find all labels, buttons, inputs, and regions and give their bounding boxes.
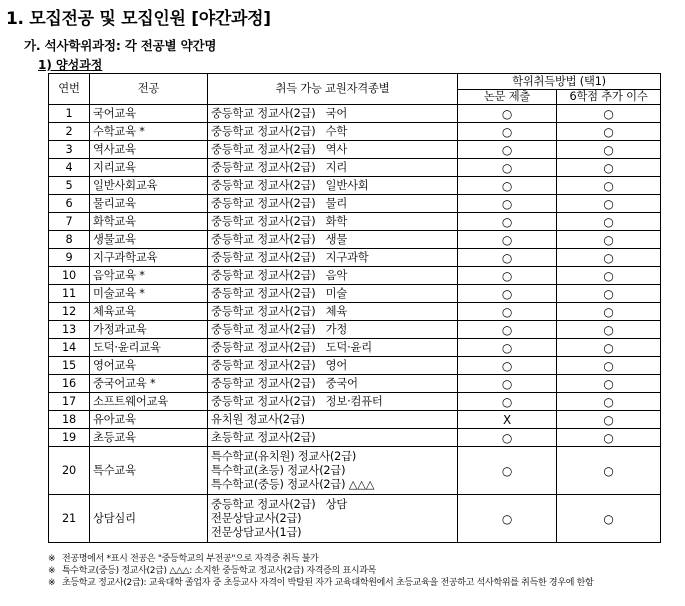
footnote-mark: ※: [48, 566, 56, 576]
section-heading: 1) 양성과정: [38, 58, 103, 72]
row-number: 6: [49, 195, 90, 213]
qualification-line: 유치원 정교사(2급): [211, 412, 305, 426]
row-number: 5: [49, 177, 90, 195]
page-title: 1. 모집전공 및 모집인원 [야간과정]: [6, 9, 271, 29]
row-thesis-mark: ○: [458, 249, 557, 267]
row-qualification: [208, 393, 458, 411]
footnote-mark: ※: [48, 578, 56, 588]
row-credits-mark: ○: [557, 177, 661, 195]
qualification-line: 중등학교 정교사(2급) 영어: [211, 358, 348, 372]
row-credits-mark: ○: [557, 195, 661, 213]
row-credits-mark: ○: [557, 249, 661, 267]
row-thesis-mark: ○: [458, 177, 557, 195]
row-credits-mark: ○: [557, 495, 661, 543]
table-row: [49, 411, 661, 429]
row-qualification: [208, 123, 458, 141]
section-subtitle: 가. 석사학위과정: 각 전공별 약간명: [24, 38, 217, 53]
table-row: [49, 195, 661, 213]
table-row: [49, 123, 661, 141]
row-thesis-mark: ○: [458, 495, 557, 543]
row-number: 21: [49, 495, 90, 543]
row-thesis-mark: ○: [458, 213, 557, 231]
qualification-line: 전문상담교사(2급): [211, 511, 302, 525]
footnote-text: 특수학교(중등) 정교사(2급) △△△: 소지한 중등학교 정교사(2급) 자격증의 표시과목: [62, 566, 377, 576]
row-qualification: [208, 321, 458, 339]
table-body: [49, 105, 661, 543]
row-major: 미술교육 *: [90, 285, 208, 303]
row-qualification: [208, 495, 458, 543]
qualification-line: 중등학교 정교사(2급) 정보·컴퓨터: [211, 394, 383, 408]
table-row: [49, 213, 661, 231]
qualification-line: 중등학교 정교사(2급) 화학: [211, 214, 348, 228]
row-qualification: [208, 429, 458, 447]
row-credits-mark: ○: [557, 159, 661, 177]
row-number: 13: [49, 321, 90, 339]
table-row: [49, 249, 661, 267]
footnote: [48, 553, 678, 565]
row-major: 영어교육: [90, 357, 208, 375]
row-number: 18: [49, 411, 90, 429]
row-major: 가정과교육: [90, 321, 208, 339]
qualification-line: 중등학교 정교사(2급) 수학: [211, 124, 348, 138]
header-no: 연번: [49, 74, 90, 105]
qualification-line: 중등학교 정교사(2급) 지구과학: [211, 250, 369, 264]
table-row: [49, 321, 661, 339]
row-thesis-mark: ○: [458, 195, 557, 213]
row-credits-mark: ○: [557, 339, 661, 357]
row-thesis-mark: ○: [458, 375, 557, 393]
row-number: 9: [49, 249, 90, 267]
footnotes: [48, 553, 678, 589]
row-number: 2: [49, 123, 90, 141]
row-credits-mark: ○: [557, 267, 661, 285]
row-credits-mark: ○: [557, 213, 661, 231]
row-credits-mark: ○: [557, 303, 661, 321]
table-row: [49, 447, 661, 495]
row-number: 19: [49, 429, 90, 447]
table-row: [49, 159, 661, 177]
table-row: [49, 267, 661, 285]
row-thesis-mark: ○: [458, 357, 557, 375]
row-credits-mark: ○: [557, 393, 661, 411]
header-credits: 6학점 추가 이수: [557, 90, 661, 105]
qualification-line: 특수학교(중등) 정교사(2급) △△△: [211, 477, 375, 491]
row-thesis-mark: ○: [458, 447, 557, 495]
row-qualification: [208, 303, 458, 321]
footnote-mark: ※: [48, 554, 56, 564]
row-qualification: [208, 357, 458, 375]
qualification-line: 중등학교 정교사(2급) 물리: [211, 196, 348, 210]
row-thesis-mark: ○: [458, 303, 557, 321]
row-credits-mark: ○: [557, 321, 661, 339]
row-thesis-mark: ○: [458, 105, 557, 123]
row-thesis-mark: ○: [458, 141, 557, 159]
qualification-line: 중등학교 정교사(2급) 중국어: [211, 376, 358, 390]
table-row: [49, 495, 661, 543]
row-thesis-mark: ○: [458, 429, 557, 447]
table-row: [49, 393, 661, 411]
header-method: 학위취득방법 (택1): [458, 74, 661, 90]
row-major: 특수교육: [90, 447, 208, 495]
table-row: [49, 303, 661, 321]
row-major: 물리교육: [90, 195, 208, 213]
row-number: 12: [49, 303, 90, 321]
row-major: 초등교육: [90, 429, 208, 447]
qualification-line: 중등학교 정교사(2급) 생물: [211, 232, 348, 246]
table-row: [49, 375, 661, 393]
row-qualification: [208, 411, 458, 429]
row-thesis-mark: ○: [458, 159, 557, 177]
row-number: 15: [49, 357, 90, 375]
footnote-text: 초등학교 정교사(2급): 교육대학 졸업자 중 초등교사 자격이 박탈된 자가 교육대학원에서 초등교육을 전공하고 석사학위를 취득한 경우에 한함: [62, 578, 594, 588]
row-credits-mark: ○: [557, 231, 661, 249]
row-number: 16: [49, 375, 90, 393]
header-qualification: 취득 가능 교원자격종별: [208, 74, 458, 105]
row-number: 11: [49, 285, 90, 303]
row-qualification: [208, 447, 458, 495]
qualification-line: 중등학교 정교사(2급) 가정: [211, 322, 348, 336]
row-number: 7: [49, 213, 90, 231]
row-number: 10: [49, 267, 90, 285]
table-row: [49, 339, 661, 357]
row-major: 음악교육 *: [90, 267, 208, 285]
header-thesis: 논문 제출: [458, 90, 557, 105]
footnote: [48, 577, 678, 589]
qualification-line: 중등학교 정교사(2급) 음악: [211, 268, 348, 282]
row-thesis-mark: ○: [458, 321, 557, 339]
row-major: 상담심리: [90, 495, 208, 543]
row-credits-mark: ○: [557, 357, 661, 375]
row-credits-mark: ○: [557, 285, 661, 303]
row-major: 체육교육: [90, 303, 208, 321]
table-row: [49, 105, 661, 123]
qualification-line: 중등학교 정교사(2급) 상담: [211, 497, 348, 511]
row-thesis-mark: ○: [458, 267, 557, 285]
row-credits-mark: ○: [557, 411, 661, 429]
row-number: 3: [49, 141, 90, 159]
row-number: 1: [49, 105, 90, 123]
row-number: 4: [49, 159, 90, 177]
row-credits-mark: ○: [557, 141, 661, 159]
row-number: 8: [49, 231, 90, 249]
row-qualification: [208, 339, 458, 357]
row-major: 유아교육: [90, 411, 208, 429]
row-credits-mark: ○: [557, 375, 661, 393]
table-row: [49, 285, 661, 303]
row-major: 일반사회교육: [90, 177, 208, 195]
row-major: 지구과학교육: [90, 249, 208, 267]
row-number: 20: [49, 447, 90, 495]
header-major: 전공: [90, 74, 208, 105]
row-thesis-mark: ○: [458, 231, 557, 249]
row-major: 생물교육: [90, 231, 208, 249]
qualification-line: 중등학교 정교사(2급) 미술: [211, 286, 348, 300]
footnote-text: 전공명에서 *표시 전공은 "중등학교의 부전공"으로 자격증 취득 불가: [62, 554, 319, 564]
row-major: 역사교육: [90, 141, 208, 159]
row-major: 수학교육 *: [90, 123, 208, 141]
qualification-line: 중등학교 정교사(2급) 도덕·윤리: [211, 340, 372, 354]
table-row: [49, 429, 661, 447]
row-qualification: [208, 285, 458, 303]
table-row: [49, 357, 661, 375]
row-qualification: [208, 141, 458, 159]
row-major: 지리교육: [90, 159, 208, 177]
row-qualification: [208, 267, 458, 285]
row-thesis-mark: X: [458, 411, 557, 429]
table-row: [49, 141, 661, 159]
recruitment-table: [48, 73, 661, 543]
row-credits-mark: ○: [557, 123, 661, 141]
qualification-line: 중등학교 정교사(2급) 역사: [211, 142, 348, 156]
row-qualification: [208, 159, 458, 177]
table-row: [49, 231, 661, 249]
qualification-line: 중등학교 정교사(2급) 국어: [211, 106, 348, 120]
row-major: 화학교육: [90, 213, 208, 231]
qualification-line: 특수학교(초등) 정교사(2급): [211, 463, 346, 477]
row-qualification: [208, 105, 458, 123]
footnote: [48, 565, 678, 577]
row-credits-mark: ○: [557, 447, 661, 495]
row-qualification: [208, 231, 458, 249]
row-major: 소프트웨어교육: [90, 393, 208, 411]
row-thesis-mark: ○: [458, 393, 557, 411]
row-qualification: [208, 195, 458, 213]
qualification-line: 중등학교 정교사(2급) 지리: [211, 160, 348, 174]
qualification-line: 전문상담교사(1급): [211, 525, 302, 539]
row-number: 14: [49, 339, 90, 357]
row-credits-mark: ○: [557, 429, 661, 447]
row-thesis-mark: ○: [458, 123, 557, 141]
row-thesis-mark: ○: [458, 285, 557, 303]
row-major: 국어교육: [90, 105, 208, 123]
row-qualification: [208, 213, 458, 231]
row-number: 17: [49, 393, 90, 411]
row-qualification: [208, 249, 458, 267]
qualification-line: 특수학교(유치원) 정교사(2급): [211, 449, 357, 463]
row-thesis-mark: ○: [458, 339, 557, 357]
row-major: 중국어교육 *: [90, 375, 208, 393]
qualification-line: 중등학교 정교사(2급) 체육: [211, 304, 348, 318]
row-major: 도덕·윤리교육: [90, 339, 208, 357]
row-qualification: [208, 375, 458, 393]
row-credits-mark: ○: [557, 105, 661, 123]
qualification-line: 중등학교 정교사(2급) 일반사회: [211, 178, 369, 192]
row-qualification: [208, 177, 458, 195]
table-row: [49, 177, 661, 195]
qualification-line: 초등학교 정교사(2급): [211, 430, 316, 444]
